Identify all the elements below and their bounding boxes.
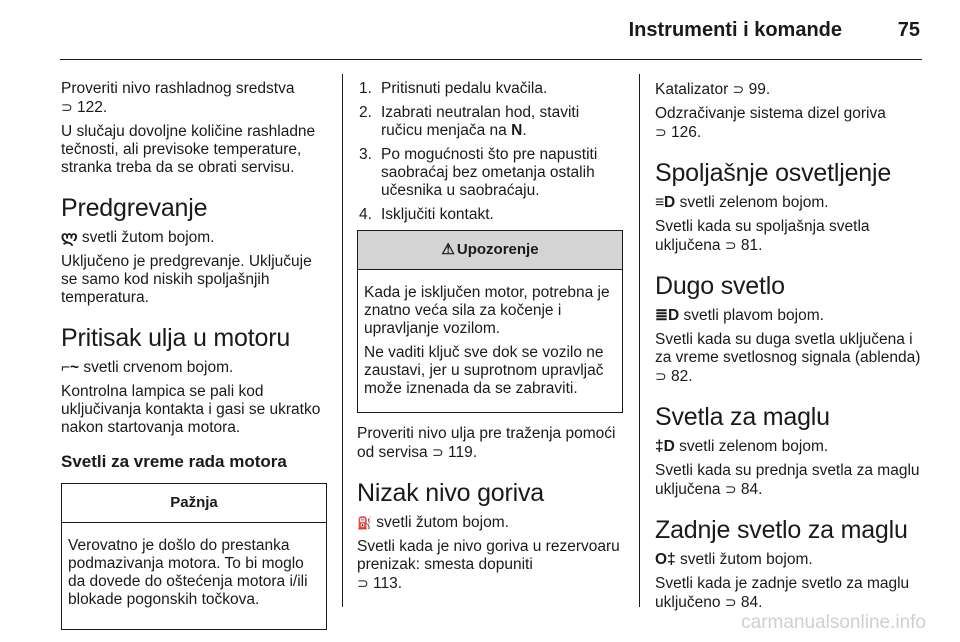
exterior-line <box>655 194 925 212</box>
oil-check-text: Proveriti nivo ulja pre traženja pomoći od servisa <box>357 425 616 461</box>
fog-light-icon: ‡D <box>655 438 675 455</box>
warning-header <box>358 231 622 270</box>
exterior-light-icon: ≡D <box>655 194 676 211</box>
notice-body <box>62 523 326 629</box>
rear-fog-paragraph <box>655 575 925 612</box>
heading-low-fuel: Nizak nivo goriva <box>357 479 544 507</box>
page-ref-icon: ⊃ <box>431 444 444 460</box>
rear-fog-line <box>655 551 925 569</box>
oil-check-paragraph <box>357 425 623 462</box>
coolant-ref[interactable]: 122. <box>77 99 108 116</box>
notice-title: Pažnja <box>62 484 326 523</box>
diesel-text: Odzračivanje sistema dizel goriva <box>655 105 886 122</box>
fuel-text: Svetli kada je nivo goriva u rezervoaru prenizak: smesta dopuniti <box>357 538 620 573</box>
page-ref-icon: ⊃ <box>655 124 667 140</box>
page-ref-icon: ⊃ <box>61 99 73 115</box>
rear-fog-ref[interactable]: 84. <box>740 594 763 611</box>
exterior-text: Svetli kada su spoljašnja svetla uključena <box>655 218 870 254</box>
preheat-line <box>61 229 327 247</box>
high-beam-icon: ≣D <box>655 307 680 324</box>
column-divider-2 <box>639 74 640 607</box>
fuel-label: svetli žutom bojom. <box>376 514 509 531</box>
fog-paragraph <box>655 462 925 499</box>
step-text: Isključiti kontakt. <box>381 206 494 223</box>
step-text: Pritisnuti pedalu kvačila. <box>381 80 548 97</box>
warning-triangle-icon: ⚠ <box>441 241 455 258</box>
catalyst-line <box>655 80 925 99</box>
exterior-paragraph <box>655 218 925 255</box>
list-item: 2. Izabrati neutralan hod, staviti ručicu menjača na N. <box>359 104 580 139</box>
oil-can-icon: ⌐~ <box>61 359 80 376</box>
warning-text-1: Kada je isključen motor, potrebna je znatno veća sila za kočenje i upravljanje vozilom. <box>364 284 610 337</box>
catalyst-text: Katalizator <box>655 81 729 98</box>
coolant-check-text <box>61 80 327 117</box>
exterior-label: svetli zelenom bojom. <box>679 194 829 211</box>
rear-fog-icon: O‡ <box>655 551 676 568</box>
page-ref-icon: ⊃ <box>724 594 737 610</box>
page-ref-icon: ⊃ <box>357 575 369 591</box>
diesel-line <box>655 105 925 142</box>
preheat-paragraph: Uključeno je predgrevanje. Uključuje se samo kod niskih spoljašnjih temperatura. <box>61 253 312 306</box>
warning-box <box>357 230 623 413</box>
list-item <box>357 206 623 224</box>
list-item <box>357 146 623 200</box>
preheat-label: svetli žutom bojom. <box>81 229 215 246</box>
warning-body <box>358 270 622 412</box>
fog-line <box>655 438 925 456</box>
header-rule <box>60 59 922 60</box>
step-number: 1. <box>359 80 372 97</box>
exterior-ref[interactable]: 81. <box>740 237 763 254</box>
steps-list <box>357 80 623 224</box>
catalyst-ref[interactable]: 99. <box>748 81 771 98</box>
fuel-paragraph <box>357 538 623 593</box>
preheat-icon: ლ <box>61 229 78 246</box>
page-number: 75 <box>897 19 920 41</box>
fuel-pump-icon: ⛽ <box>357 516 372 530</box>
column-3 <box>655 80 925 618</box>
oil-paragraph: Kontrolna lampica se pali kod uključivanja kontakta i gasi se ukratko nakon startovanja motora. <box>61 383 321 436</box>
step-text: Izabrati neutralan hod, staviti ručicu menjača na <box>381 104 580 139</box>
fuel-ref[interactable]: 113. <box>373 575 403 592</box>
diesel-ref[interactable]: 126. <box>671 124 702 141</box>
heading-fog-lights: Svetla za maglu <box>655 403 830 431</box>
step-number: 4. <box>359 206 372 223</box>
watermark: carmanualsonline.info <box>741 612 926 633</box>
oil-line <box>61 359 327 377</box>
fog-text: Svetli kada su prednja svetla za maglu uključena <box>655 462 920 498</box>
warning-text-2: Ne vaditi ključ sve dok se vozilo ne zaustavi, jer u suprotnom upravljač može iznenada da se zabraviti. <box>364 344 604 397</box>
fog-label: svetli zelenom bojom. <box>679 438 829 455</box>
neutral-letter: N <box>511 122 523 139</box>
fuel-line <box>357 514 623 532</box>
high-beam-ref[interactable]: 82. <box>671 368 693 385</box>
step-text: Po mogućnosti što pre napustiti saobraćaj bez ometanja ostalih učesnika u saobraćaju. <box>381 146 598 199</box>
oil-label: svetli crvenom bojom. <box>83 359 234 376</box>
heading-engine-running: Svetli za vreme rada motora <box>61 452 287 471</box>
warning-title: Upozorenje <box>456 241 539 258</box>
page-ref-icon: ⊃ <box>732 81 745 97</box>
page-ref-icon: ⊃ <box>724 237 737 253</box>
high-beam-line <box>655 307 925 325</box>
column-1 <box>61 80 327 630</box>
column-2 <box>357 80 623 599</box>
high-beam-text: Svetli kada su duga svetla uključena i za vreme svetlosnog signala (ablenda) <box>655 331 921 366</box>
heading-oil-pressure: Pritisak ulja u motoru <box>61 324 291 352</box>
list-item <box>357 80 623 98</box>
step-number: 2. <box>359 104 372 121</box>
column-divider-1 <box>342 74 343 607</box>
notice-text: Verovatno je došlo do prestanka podmazivanja motora. To bi moglo da dovede do oštećenja motora i/ili blokade pogonskih točkova. <box>68 537 308 608</box>
coolant-paragraph: U slučaju dovoljne količine rashladne tečnosti, ali previsoke temperature, stranka treba da se obrati servisu. <box>61 123 316 176</box>
high-beam-paragraph <box>655 331 925 386</box>
step-number: 3. <box>359 146 372 163</box>
notice-box <box>61 483 327 630</box>
heading-preheating: Predgrevanje <box>61 194 208 222</box>
fog-ref[interactable]: 84. <box>740 481 763 498</box>
oil-check-ref[interactable]: 119. <box>448 444 478 461</box>
rear-fog-text: Svetli kada je zadnje svetlo za maglu uključeno <box>655 575 910 611</box>
heading-exterior-lights: Spoljašnje osvetljenje <box>655 159 892 187</box>
page-ref-icon: ⊃ <box>724 481 737 497</box>
coolant-check-label: Proveriti nivo rashladnog sredstva <box>61 80 295 97</box>
section-title: Instrumenti i komande <box>628 19 842 41</box>
high-beam-label: svetli plavom bojom. <box>683 307 824 324</box>
page-ref-icon: ⊃ <box>655 368 667 384</box>
heading-high-beam: Dugo svetlo <box>655 272 785 300</box>
rear-fog-label: svetli žutom bojom. <box>680 551 813 568</box>
heading-rear-fog: Zadnje svetlo za maglu <box>655 516 908 544</box>
